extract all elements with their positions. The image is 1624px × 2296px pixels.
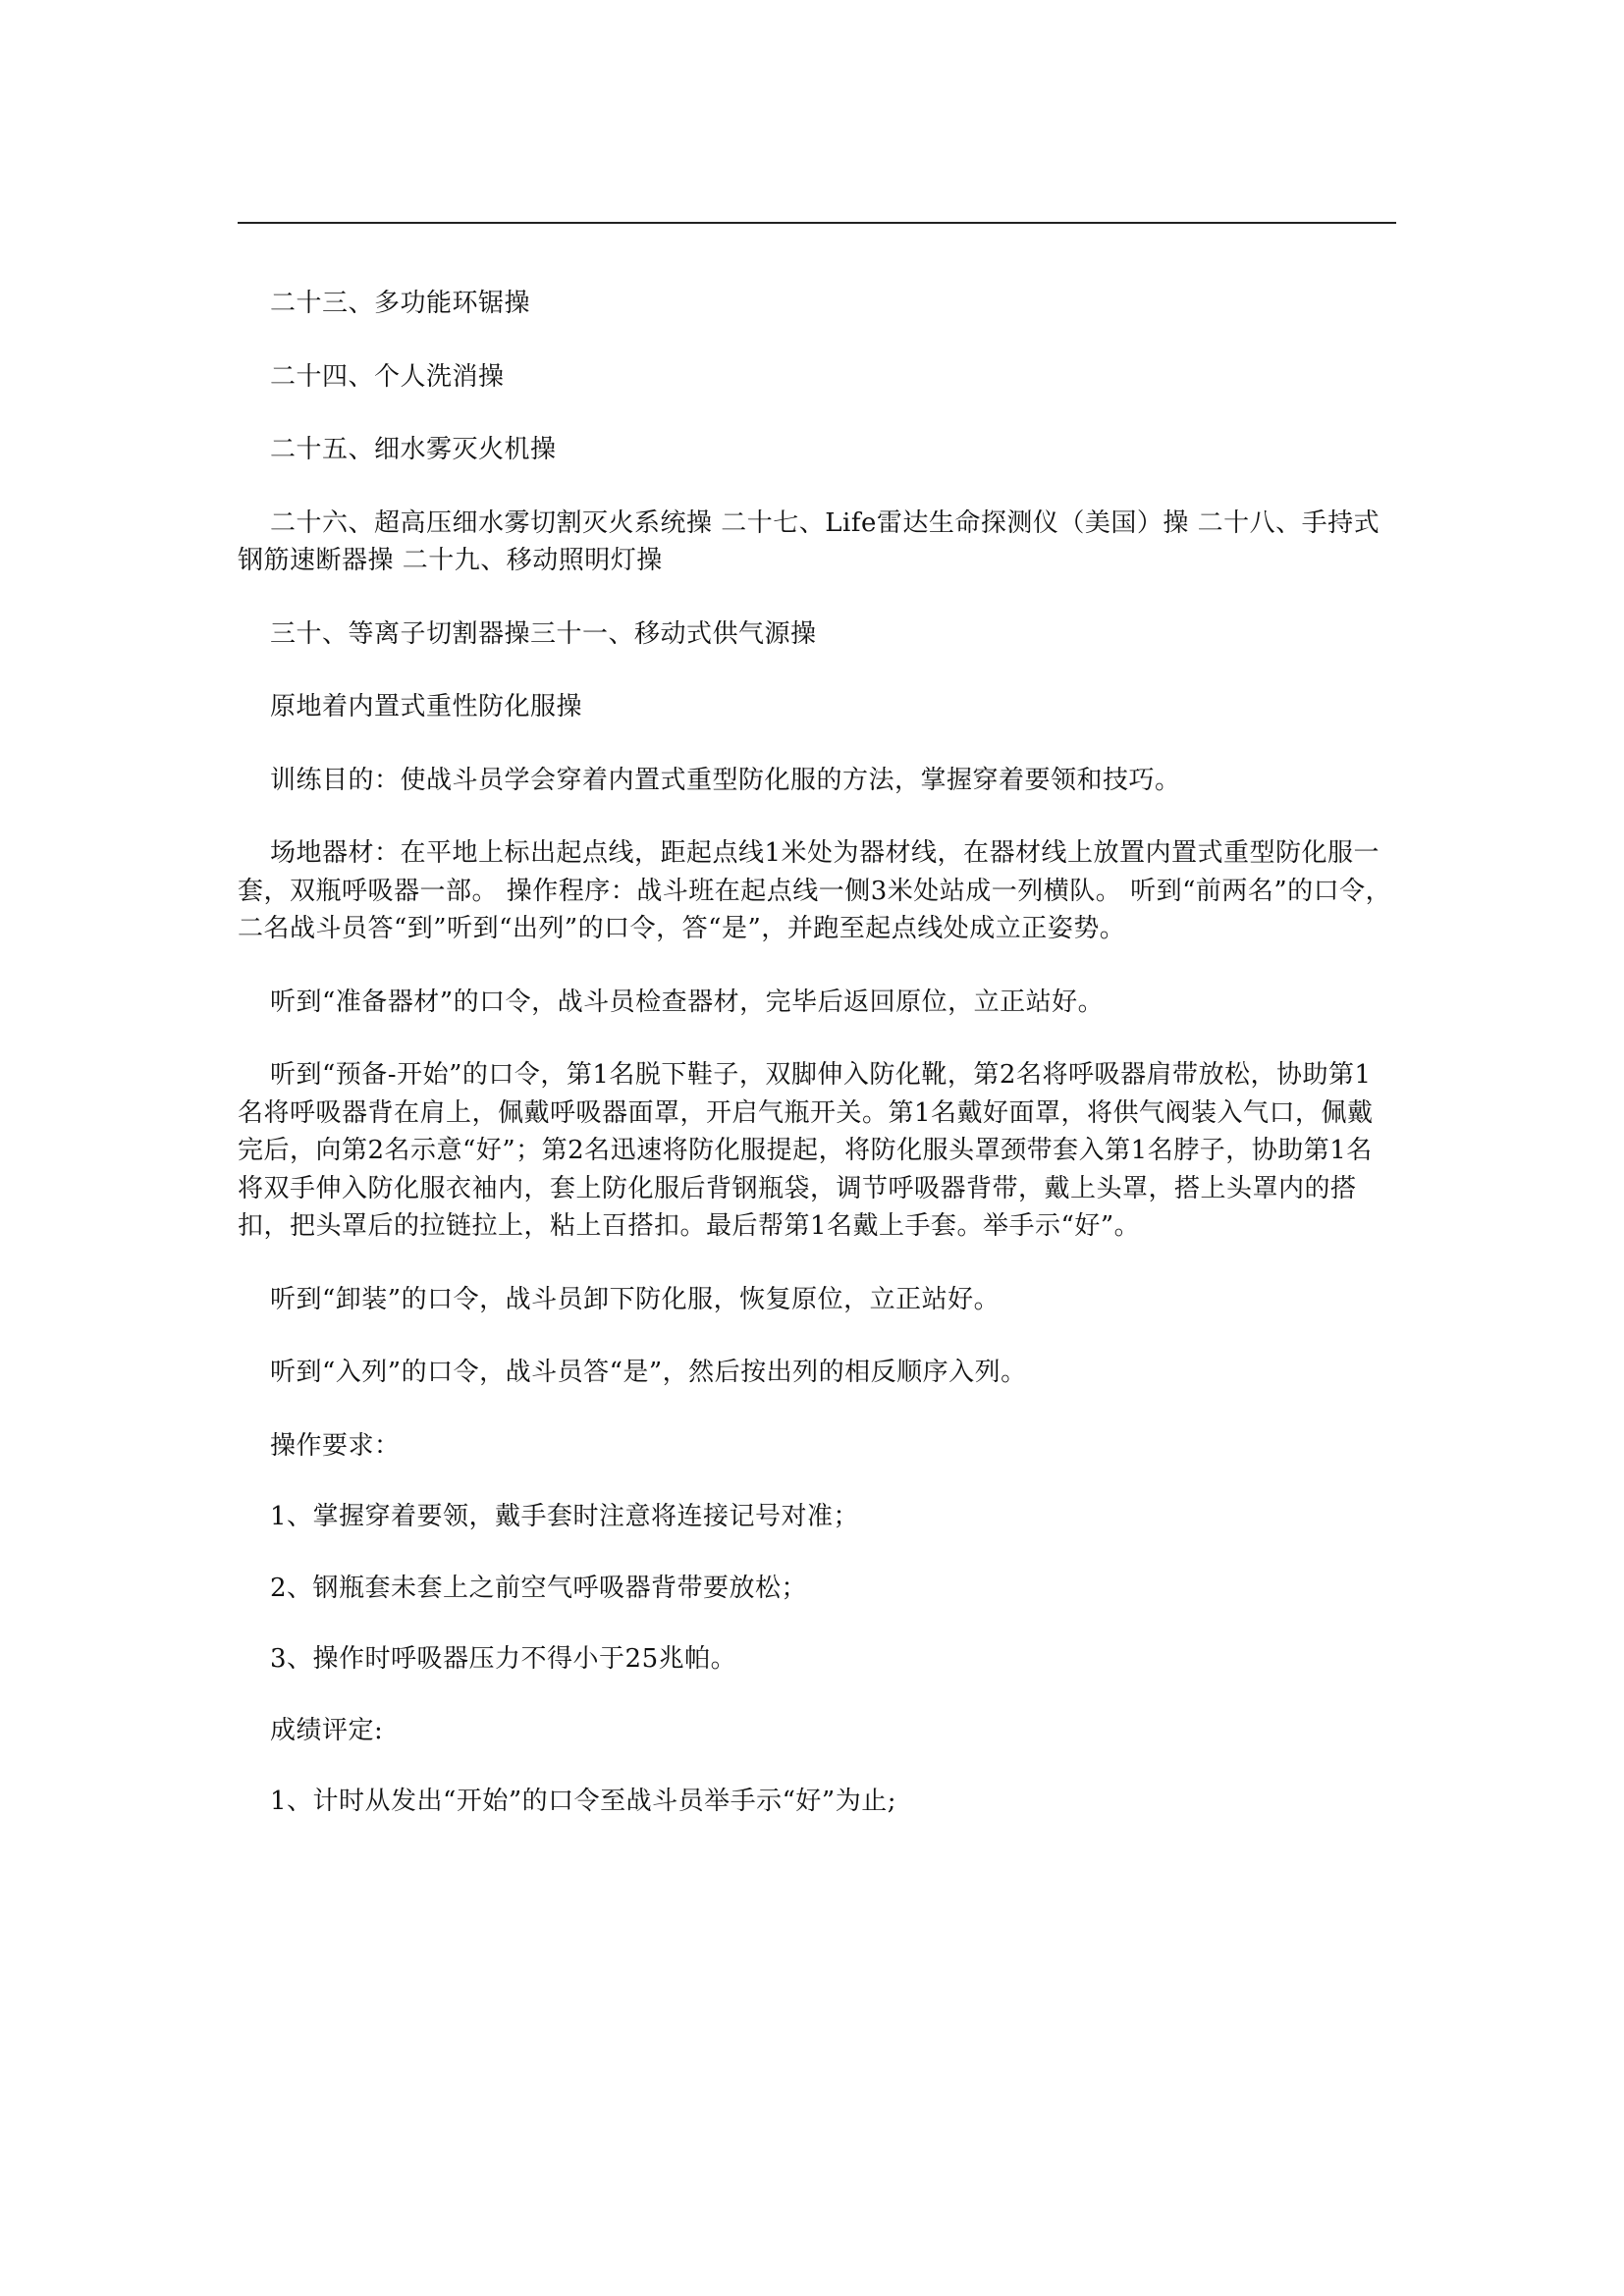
paragraph-items-30-31: 三十、等离子切割器操三十一、移动式供气源操: [270, 618, 817, 649]
paragraph-item-25: 二十五、细水雾灭火机操: [270, 435, 557, 464]
prepare-equipment: 听到“准备器材”的口令，战斗员检查器材，完毕后返回原位，立正站好。: [270, 987, 1105, 1017]
paragraph-item-24: 二十四、个人洗消操: [270, 361, 505, 392]
header-rule: [238, 222, 1396, 224]
requirement-3: 3、操作时呼吸器压力不得小于25兆帕。: [270, 1644, 737, 1674]
section-title: 原地着内置式重性防化服操: [270, 692, 583, 721]
requirement-2: 2、钢瓶套未套上之前空气呼吸器背带要放松；: [270, 1573, 808, 1603]
document-body: [238, 285, 1396, 1854]
paragraph-items-26-29: 二十六、超高压细水雾切割灭火系统操 二十七、Life雷达生命探测仪（美国）操 二十八、手持式钢筋速断器操 二十九、移动照明灯操: [238, 507, 1380, 575]
site-equipment-and-procedure: 场地器材：在平地上标出起点线，距起点线1米处为器材线，在器材线上放置内置式重型防化服一套，双瓶呼吸器一部。 操作程序：战斗班在起点线一侧3米处站成一列横队。 听到“前两名”的口令，二名战斗员答“到”听到“出列”的口令，答“是”，并跑至起点线处成立正姿势。: [238, 838, 1392, 943]
return-to-rank: 听到“入列”的口令，战斗员答“是”，然后按出列的相反顺序入列。: [270, 1358, 1027, 1387]
unload-procedure: 听到“卸装”的口令，战斗员卸下防化服，恢复原位，立正站好。: [270, 1284, 1001, 1314]
score-evaluation-heading: 成绩评定:: [270, 1715, 384, 1745]
paragraph-item-23: 二十三、多功能环锯操: [270, 289, 531, 318]
operation-requirements-heading: 操作要求：: [270, 1430, 401, 1461]
requirement-1: 1、掌握穿着要领，戴手套时注意将连接记号对准；: [270, 1502, 860, 1531]
score-rule-1: 1、计时从发出“开始”的口令至战斗员举手示“好”为止;: [270, 1787, 896, 1816]
start-procedure: 听到“预备-开始”的口令，第1名脱下鞋子，双脚伸入防化靴，第2名将呼吸器肩带放松，协助第1名将呼吸器背在肩上，佩戴呼吸器面罩，开启气瓶开关。第1名戴好面罩，将供气阀装入气口，佩戴完后，向第2名示意“好”；第2名迅速将防化服提起，将防化服头罩颈带套入第1名脖子，协助第1名将双手伸入防化服衣袖内，套上防化服后背钢瓶袋，调节呼吸器背带，戴上头罩，搭上头罩内的搭扣，把头罩后的拉链拉上，粘上百搭扣。最后帮第1名戴上手套。举手示“好”。: [238, 1060, 1374, 1241]
training-purpose: 训练目的：使战斗员学会穿着内置式重型防化服的方法，掌握穿着要领和技巧。: [270, 765, 1181, 795]
